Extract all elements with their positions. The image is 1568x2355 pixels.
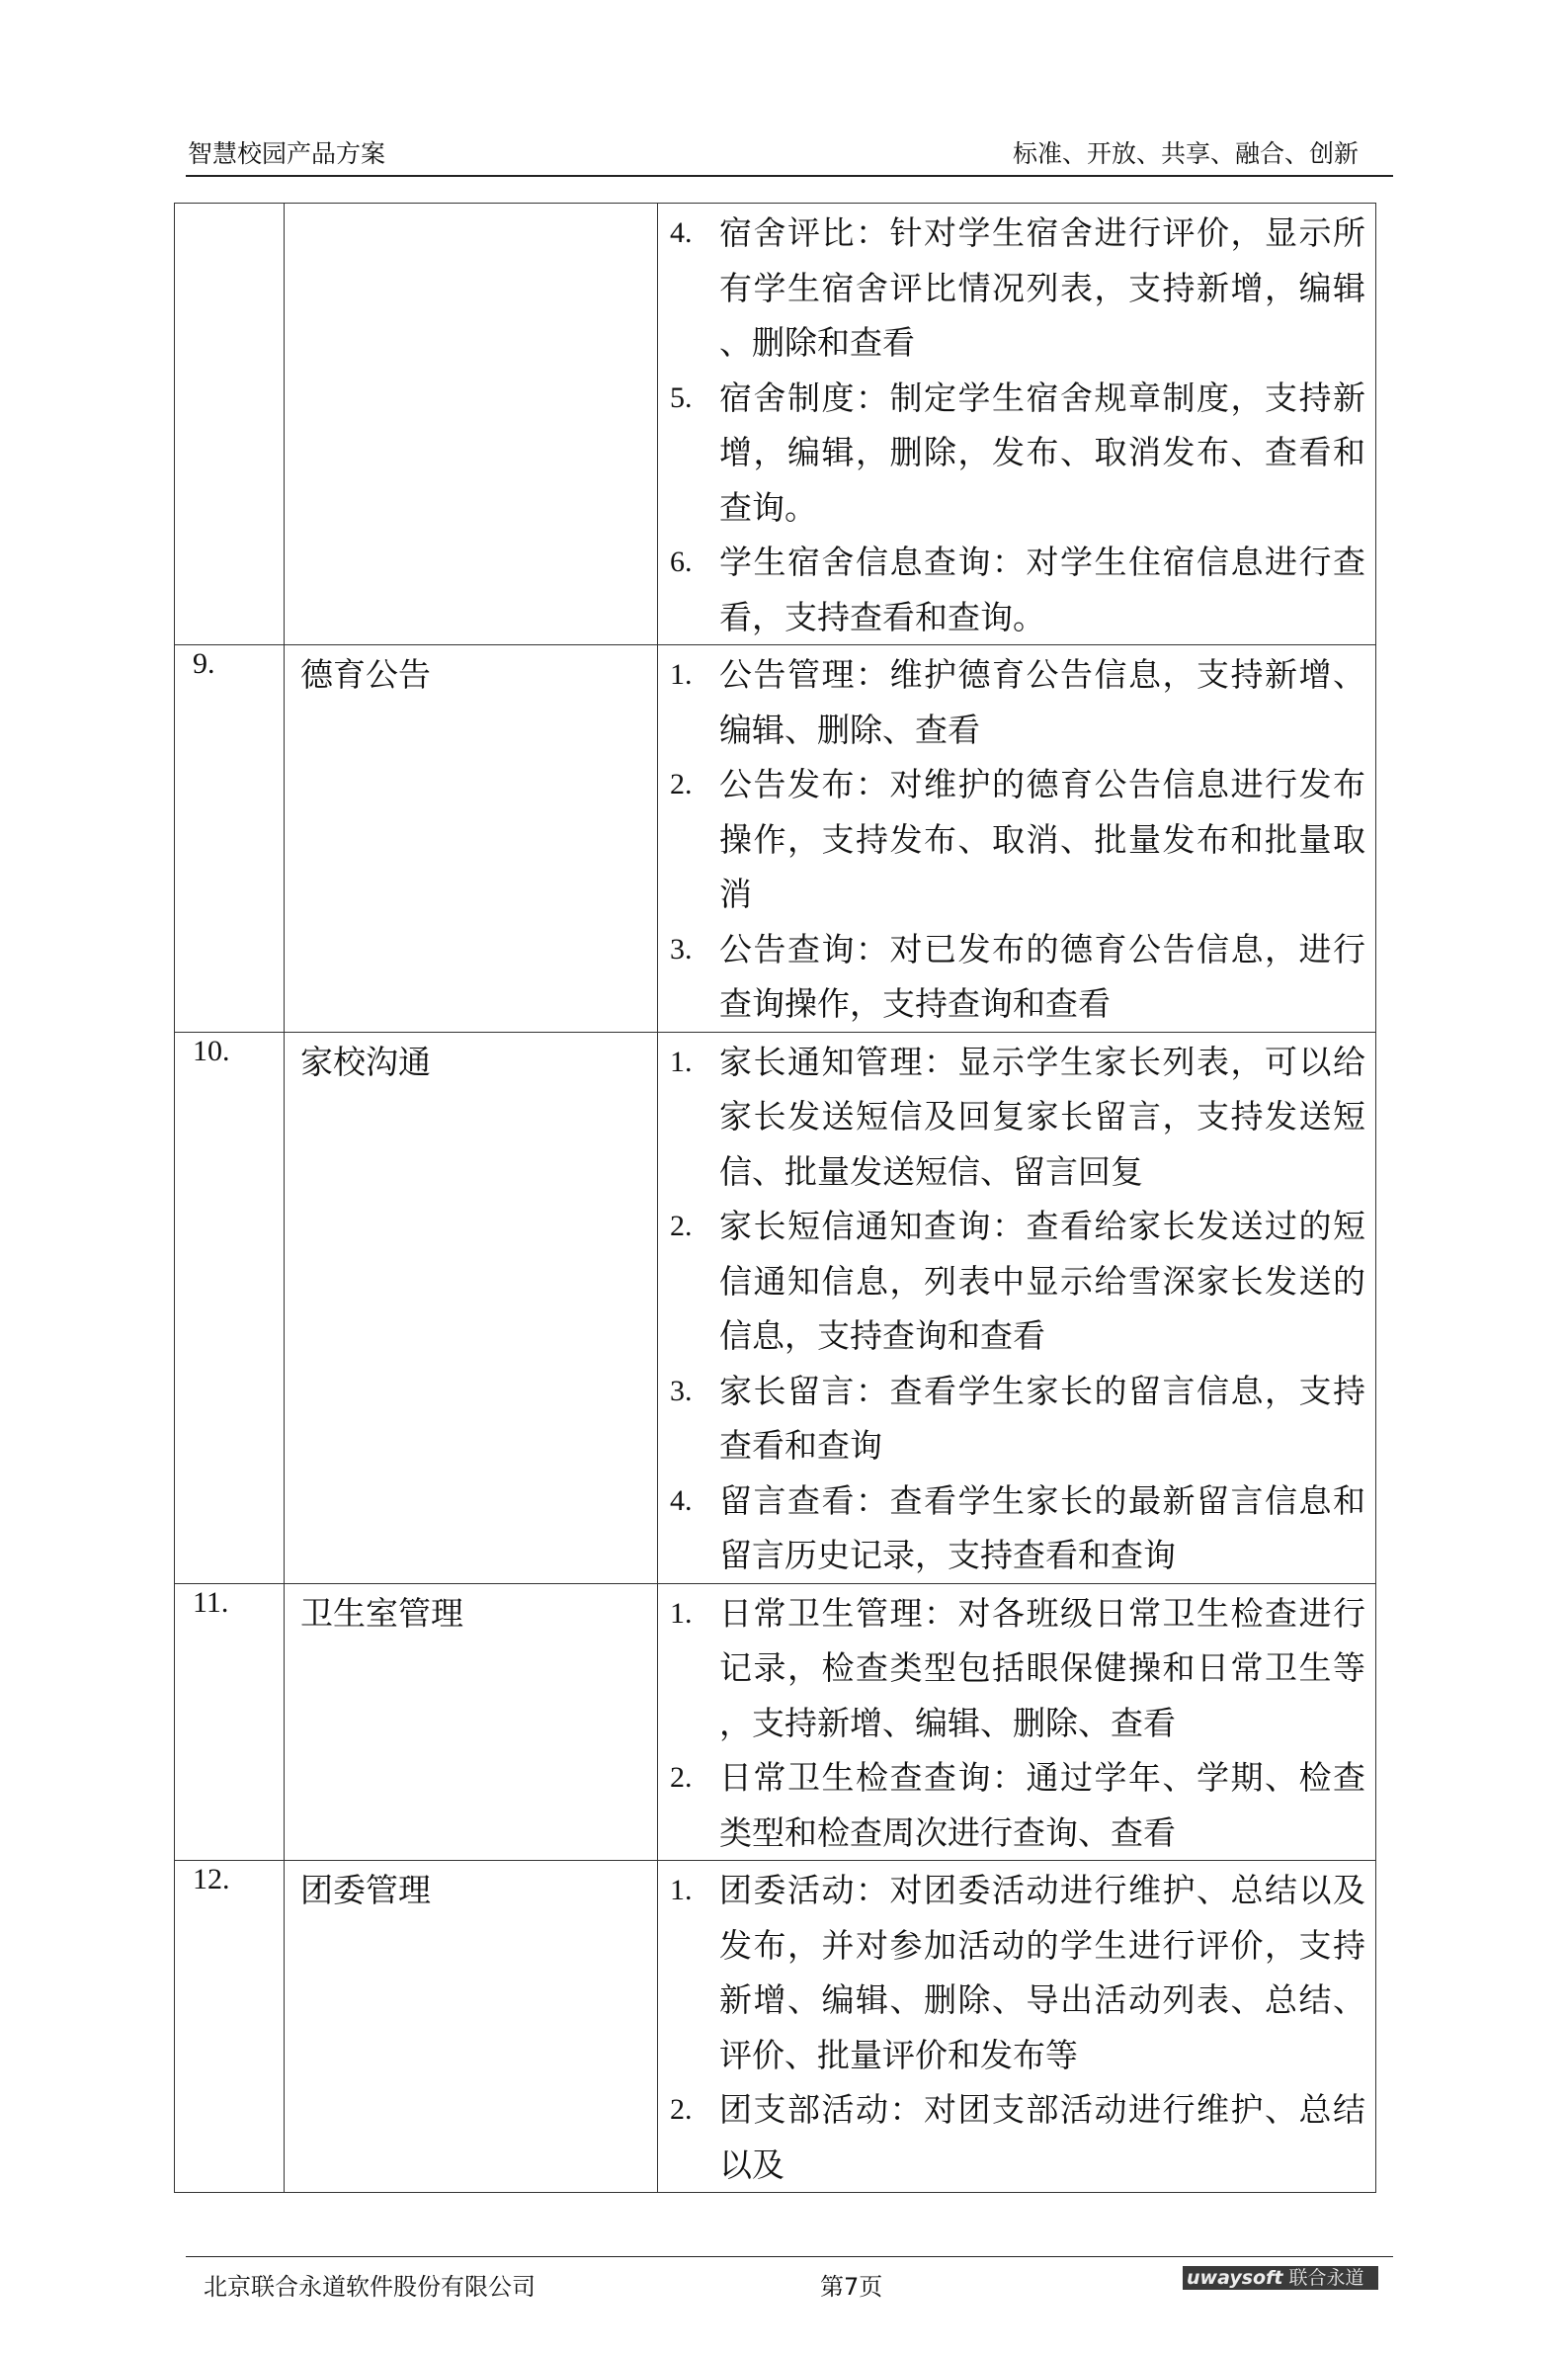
row-number: 11.: [175, 1583, 285, 1861]
item-number: 2.: [670, 768, 693, 800]
item-number: 5.: [670, 380, 693, 414]
item-number: 2.: [670, 2093, 693, 2126]
item-text: 家长短信通知查询：查看给家长发送过的短信通知信息，列表中显示给雪深家长发送的信息，支持查询和查看: [719, 1207, 1365, 1355]
feature-item: [670, 1364, 1365, 1473]
row-number: 9.: [175, 645, 285, 1033]
item-text: 宿舍制度：制定学生宿舍规章制度，支持新增，编辑，删除，发布、取消发布、查看和查询。: [719, 378, 1365, 527]
item-number: 1.: [670, 1596, 693, 1630]
company-logo: [1183, 2266, 1378, 2290]
footer-company: 北京联合永道软件股份有限公司: [204, 2273, 536, 2301]
item-number: 1.: [670, 1874, 693, 1906]
feature-item: [670, 206, 1365, 371]
module-name: [285, 204, 658, 645]
table-row: [175, 1861, 1376, 2193]
item-number: 3.: [670, 932, 693, 966]
feature-item: [670, 1199, 1365, 1364]
row-number: 12.: [175, 1861, 285, 2193]
page-number: 第7页: [820, 2273, 883, 2301]
item-text: 家长留言：查看学生家长的留言信息，支持查看和查询: [719, 1371, 1365, 1465]
module-description: [658, 204, 1376, 645]
item-text: 家长通知管理：显示学生家长列表，可以给家长发送短信及回复家长留言，支持发送短信、批量发送短信、留言回复: [719, 1042, 1365, 1191]
logo-text: uwaysoft: [1187, 2267, 1283, 2289]
module-description: [658, 1861, 1376, 2193]
table-row: [175, 645, 1376, 1033]
item-text: 团委活动：对团委活动进行维护、总结以及发布，并对参加活动的学生进行评价，支持新增、编辑、删除、导出活动列表、总结、评价、批量评价和发布等: [719, 1871, 1365, 2074]
feature-item: [670, 1863, 1365, 2082]
item-number: 6.: [670, 546, 693, 578]
feature-item: [670, 371, 1365, 536]
feature-table: [174, 203, 1376, 2193]
feature-item: [670, 757, 1365, 922]
feature-item: [670, 1586, 1365, 1751]
feature-item: [670, 647, 1365, 757]
item-number: 4.: [670, 216, 693, 249]
table-row: [175, 1032, 1376, 1583]
module-name: 卫生室管理: [285, 1583, 658, 1861]
row-number: [175, 204, 285, 645]
header-slogan: 标准、开放、共享、融合、创新: [1012, 139, 1359, 168]
item-text: 留言查看：查看学生家长的最新留言信息和留言历史记录，支持查看和查询: [719, 1480, 1365, 1574]
feature-item: [670, 1473, 1365, 1583]
module-name: 家校沟通: [285, 1032, 658, 1583]
module-name: 德育公告: [285, 645, 658, 1033]
module-name: 团委管理: [285, 1861, 658, 2193]
feature-item: [670, 1035, 1365, 1200]
item-number: 4.: [670, 1483, 693, 1517]
table-row: [175, 204, 1376, 645]
module-description: [658, 1032, 1376, 1583]
logo-cn: 联合永道: [1288, 2267, 1364, 2289]
item-number: 1.: [670, 658, 693, 691]
feature-item: [670, 2082, 1365, 2192]
item-number: 3.: [670, 1374, 693, 1407]
item-number: 1.: [670, 1045, 693, 1078]
item-text: 宿舍评比：针对学生宿舍进行评价，显示所有学生宿舍评比情况列表，支持新增，编辑、删除和查看: [719, 213, 1365, 362]
item-text: 学生宿舍信息查询：对学生住宿信息进行查看，支持查看和查询。: [719, 543, 1365, 636]
item-text: 公告管理：维护德育公告信息，支持新增、编辑、删除、查看: [719, 655, 1365, 749]
item-text: 日常卫生检查查询：通过学年、学期、检查类型和检查周次进行查询、查看: [719, 1758, 1365, 1852]
feature-item: [670, 922, 1365, 1032]
item-number: 2.: [670, 1210, 693, 1242]
module-description: [658, 1583, 1376, 1861]
item-number: 2.: [670, 1761, 693, 1794]
item-text: 团支部活动：对团支部活动进行维护、总结以及: [719, 2090, 1365, 2184]
item-text: 日常卫生管理：对各班级日常卫生检查进行记录，检查类型包括眼保健操和日常卫生等，支持新增、编辑、删除、查看: [719, 1593, 1365, 1742]
feature-item: [670, 535, 1365, 644]
footer-divider: [186, 2256, 1393, 2257]
item-text: 公告发布：对维护的德育公告信息进行发布操作，支持发布、取消、批量发布和批量取消: [719, 765, 1365, 913]
row-number: 10.: [175, 1032, 285, 1583]
module-description: [658, 645, 1376, 1033]
item-text: 公告查询：对已发布的德育公告信息，进行查询操作，支持查询和查看: [719, 929, 1365, 1023]
header-title: 智慧校园产品方案: [188, 139, 386, 168]
table-row: [175, 1583, 1376, 1861]
page-footer: [0, 2256, 1568, 2355]
feature-item: [670, 1750, 1365, 1860]
